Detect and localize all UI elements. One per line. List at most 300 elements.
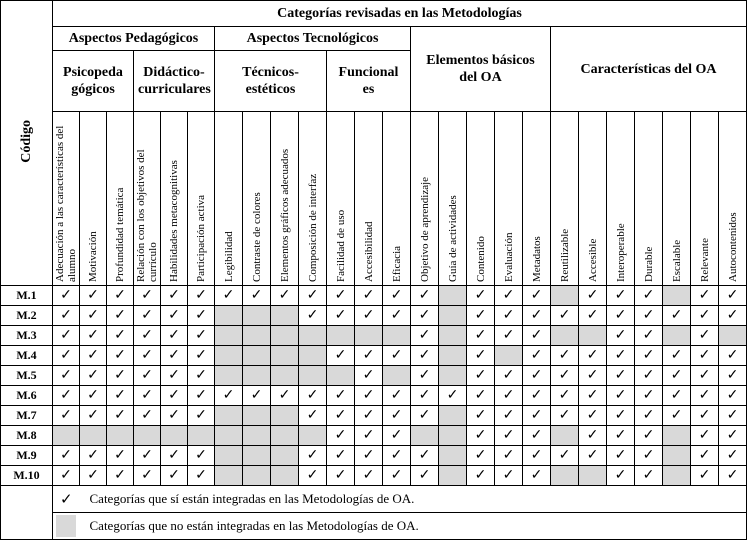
column-header-label: Objetivo de aprendizaje [418,176,431,282]
column-header [53,112,80,286]
column-header [607,112,635,286]
empty-cell [439,306,467,326]
check-cell: ✓ [355,386,383,406]
check-cell: ✓ [355,466,383,486]
check-cell: ✓ [691,326,719,346]
check-cell: ✓ [719,426,747,446]
check-cell: ✓ [551,306,579,326]
subgroup-funcionales: Funcional es [327,51,411,112]
check-cell: ✓ [299,406,327,426]
empty-cell [299,326,327,346]
check-cell: ✓ [663,346,691,366]
empty-cell [439,366,467,386]
empty-cell [439,426,467,446]
empty-cell [299,346,327,366]
table-row [1,346,747,366]
check-cell: ✓ [411,406,439,426]
check-cell: ✓ [495,386,523,406]
column-header-label: Participación activa [195,194,207,282]
check-cell: ✓ [327,406,355,426]
check-cell: ✓ [299,466,327,486]
empty-cell [271,326,299,346]
empty-cell [134,426,161,446]
check-cell: ✓ [80,346,107,366]
check-cell: ✓ [635,366,663,386]
check-cell: ✓ [327,466,355,486]
table-row [1,446,747,466]
row-code: M.5 [1,366,53,386]
check-cell: ✓ [411,446,439,466]
empty-cell [243,466,271,486]
empty-cell [579,326,607,346]
check-cell: ✓ [663,366,691,386]
column-header [523,112,551,286]
table-row [1,386,747,406]
group-caracteristicas: Características del OA [551,27,747,112]
empty-cell [243,446,271,466]
check-cell: ✓ [663,386,691,406]
check-cell: ✓ [327,386,355,406]
check-cell: ✓ [327,306,355,326]
check-cell: ✓ [467,286,495,306]
empty-cell [551,286,579,306]
empty-cell [53,426,80,446]
check-cell: ✓ [107,346,134,366]
empty-cell [215,406,243,426]
empty-cell [327,326,355,346]
check-cell: ✓ [299,306,327,326]
check-cell: ✓ [161,406,188,426]
column-header-label: Facilidad de uso [334,209,347,282]
empty-cell [188,426,215,446]
check-cell: ✓ [161,286,188,306]
check-cell: ✓ [523,286,551,306]
check-cell: ✓ [383,466,411,486]
column-header [161,112,188,286]
column-header-label: Composición de interfaz [306,173,319,282]
empty-cell [383,366,411,386]
column-header-label: Guía de actividades [446,195,459,282]
check-cell: ✓ [299,386,327,406]
check-cell: ✓ [691,366,719,386]
check-cell: ✓ [607,426,635,446]
check-cell: ✓ [80,326,107,346]
empty-cell [299,426,327,446]
check-cell: ✓ [691,306,719,326]
check-cell: ✓ [691,446,719,466]
check-cell: ✓ [523,386,551,406]
check-cell: ✓ [271,386,299,406]
table-row [1,426,747,446]
check-cell: ✓ [523,366,551,386]
check-cell: ✓ [495,426,523,446]
check-cell: ✓ [134,286,161,306]
check-cell: ✓ [495,446,523,466]
check-cell: ✓ [467,466,495,486]
check-cell: ✓ [107,306,134,326]
check-cell: ✓ [607,326,635,346]
empty-cell [439,406,467,426]
check-cell: ✓ [188,466,215,486]
column-header [439,112,467,286]
check-cell: ✓ [80,286,107,306]
check-cell: ✓ [327,446,355,466]
column-header [383,112,411,286]
empty-cell [271,346,299,366]
check-cell: ✓ [467,406,495,426]
check-cell: ✓ [53,446,80,466]
row-code: M.6 [1,386,53,406]
check-cell: ✓ [188,306,215,326]
check-cell: ✓ [719,386,747,406]
check-cell: ✓ [635,326,663,346]
check-cell: ✓ [383,406,411,426]
empty-cell [551,326,579,346]
empty-cell [215,426,243,446]
check-cell: ✓ [607,466,635,486]
check-cell: ✓ [551,366,579,386]
check-cell: ✓ [355,426,383,446]
check-cell: ✓ [243,386,271,406]
column-header [243,112,271,286]
check-cell: ✓ [107,326,134,346]
check-cell: ✓ [161,306,188,326]
check-cell: ✓ [134,366,161,386]
column-header [635,112,663,286]
check-cell: ✓ [579,386,607,406]
check-cell: ✓ [80,366,107,386]
empty-cell [243,366,271,386]
check-cell: ✓ [80,386,107,406]
check-cell: ✓ [243,286,271,306]
check-cell: ✓ [53,326,80,346]
empty-cell [355,326,383,346]
table-row [1,326,747,346]
empty-cell [243,306,271,326]
check-cell: ✓ [327,286,355,306]
empty-cell [551,466,579,486]
check-cell: ✓ [383,426,411,446]
check-cell: ✓ [691,386,719,406]
check-cell: ✓ [579,366,607,386]
check-cell: ✓ [107,466,134,486]
empty-cell [161,426,188,446]
check-cell: ✓ [355,306,383,326]
check-cell: ✓ [134,386,161,406]
check-cell: ✓ [635,406,663,426]
check-cell: ✓ [523,406,551,426]
empty-cell [215,366,243,386]
column-header-label: Motivación [87,231,99,282]
check-cell: ✓ [635,346,663,366]
check-cell: ✓ [188,326,215,346]
legend-spacer [1,486,53,540]
empty-cell [439,286,467,306]
check-cell: ✓ [635,446,663,466]
check-cell: ✓ [495,286,523,306]
check-cell: ✓ [579,446,607,466]
check-cell: ✓ [495,406,523,426]
column-header-label: Interoperable [614,223,627,282]
check-cell: ✓ [523,426,551,446]
check-cell: ✓ [691,466,719,486]
column-header [495,112,523,286]
column-header-label: Autocontenidos [726,212,739,282]
subgroup-tecnico: Técnicos-estéticos [215,51,327,112]
column-header [271,112,299,286]
check-cell: ✓ [719,466,747,486]
column-header-label: Accesibilidad [362,221,375,282]
code-header-label: Código [18,120,34,163]
subgroup-psicopedagogicos: Psicopeda gógicos [53,51,134,112]
empty-cell [271,366,299,386]
check-cell: ✓ [607,446,635,466]
check-cell: ✓ [134,346,161,366]
check-cell: ✓ [719,306,747,326]
legend-gray-swatch [53,513,80,540]
empty-cell [215,446,243,466]
group-tecnologicos: Aspectos Tecnológicos [215,27,411,51]
check-cell: ✓ [579,306,607,326]
check-cell: ✓ [411,346,439,366]
check-cell: ✓ [161,446,188,466]
column-header [579,112,607,286]
empty-cell [663,426,691,446]
check-cell: ✓ [188,386,215,406]
check-cell: ✓ [383,386,411,406]
check-cell: ✓ [523,346,551,366]
column-header [134,112,161,286]
column-header-label: Relevante [698,238,711,282]
empty-cell [663,446,691,466]
row-code: M.1 [1,286,53,306]
code-header [1,1,53,286]
check-cell: ✓ [439,386,467,406]
check-cell: ✓ [80,306,107,326]
row-code: M.4 [1,346,53,366]
check-cell: ✓ [107,386,134,406]
column-header-label: Reutilizable [558,228,571,282]
check-cell: ✓ [53,466,80,486]
check-cell: ✓ [271,286,299,306]
check-cell: ✓ [134,306,161,326]
check-cell: ✓ [607,386,635,406]
table-row [1,366,747,386]
check-cell: ✓ [355,406,383,426]
check-cell: ✓ [161,386,188,406]
check-cell: ✓ [551,446,579,466]
table-row [1,406,747,426]
table-title: Categorías revisadas en las Metodologías [53,1,747,27]
check-cell: ✓ [299,446,327,466]
empty-cell [439,346,467,366]
check-cell: ✓ [691,346,719,366]
row-code: M.3 [1,326,53,346]
check-cell: ✓ [53,306,80,326]
check-cell: ✓ [80,466,107,486]
check-cell: ✓ [53,406,80,426]
check-cell: ✓ [107,406,134,426]
check-cell: ✓ [719,406,747,426]
column-header-label: Adecuación a las características del alumno [54,125,78,282]
row-code: M.9 [1,446,53,466]
empty-cell [663,326,691,346]
check-cell: ✓ [663,406,691,426]
column-header [80,112,107,286]
empty-cell [719,326,747,346]
empty-cell [551,426,579,446]
check-cell: ✓ [523,446,551,466]
check-cell: ✓ [467,446,495,466]
column-header-label: Elementos gráficos adecuados [278,148,291,282]
group-pedagogicos: Aspectos Pedagógicos [53,27,215,51]
check-cell: ✓ [719,366,747,386]
column-header [719,112,747,286]
empty-cell [439,326,467,346]
empty-cell [215,326,243,346]
check-cell: ✓ [579,286,607,306]
column-header-label: Evaluación [502,232,515,282]
check-cell: ✓ [355,346,383,366]
check-cell: ✓ [53,366,80,386]
check-cell: ✓ [188,446,215,466]
subgroup-didactico: Didáctico-curriculares [134,51,215,112]
column-header-label: Relación con los objetivos del currículo [135,149,159,282]
empty-cell [107,426,134,446]
check-cell: ✓ [551,386,579,406]
check-cell: ✓ [188,406,215,426]
check-cell: ✓ [134,326,161,346]
check-cell: ✓ [467,306,495,326]
empty-cell [411,426,439,446]
check-cell: ✓ [691,426,719,446]
check-cell: ✓ [467,326,495,346]
check-cell: ✓ [383,446,411,466]
check-cell: ✓ [327,426,355,446]
check-cell: ✓ [107,366,134,386]
empty-cell [271,446,299,466]
check-cell: ✓ [663,306,691,326]
check-cell: ✓ [53,286,80,306]
empty-cell [579,466,607,486]
empty-cell [439,466,467,486]
empty-cell [383,326,411,346]
column-header [691,112,719,286]
empty-cell [243,406,271,426]
empty-cell [80,426,107,446]
check-cell: ✓ [134,446,161,466]
column-header [355,112,383,286]
check-cell: ✓ [579,346,607,366]
check-cell: ✓ [467,366,495,386]
legend-yes-text: Categorías que sí están integradas en las Metodologías de OA. [80,486,747,513]
check-cell: ✓ [188,346,215,366]
check-cell: ✓ [607,346,635,366]
check-cell: ✓ [188,286,215,306]
check-cell: ✓ [299,286,327,306]
empty-cell [215,306,243,326]
empty-cell [271,466,299,486]
column-header [327,112,355,286]
check-cell: ✓ [719,286,747,306]
check-cell: ✓ [467,426,495,446]
empty-cell [299,366,327,386]
check-cell: ✓ [719,446,747,466]
empty-cell [243,346,271,366]
check-cell: ✓ [691,406,719,426]
check-cell: ✓ [607,366,635,386]
check-cell: ✓ [215,286,243,306]
check-cell: ✓ [161,346,188,366]
empty-cell [663,466,691,486]
column-header-label: Accesible [586,238,599,282]
check-cell: ✓ [635,386,663,406]
column-header-label: Profundidad temática [114,187,126,282]
check-cell: ✓ [411,326,439,346]
check-cell: ✓ [495,326,523,346]
check-cell: ✓ [523,326,551,346]
check-cell: ✓ [467,346,495,366]
check-cell: ✓ [107,286,134,306]
row-code: M.2 [1,306,53,326]
column-header-label: Durable [642,246,655,282]
empty-cell [271,306,299,326]
empty-cell [495,346,523,366]
check-cell: ✓ [80,406,107,426]
check-cell: ✓ [495,466,523,486]
check-cell: ✓ [467,386,495,406]
check-cell: ✓ [607,286,635,306]
check-cell: ✓ [411,386,439,406]
check-cell: ✓ [579,426,607,446]
check-cell: ✓ [383,286,411,306]
column-header [551,112,579,286]
empty-cell [215,346,243,366]
check-cell: ✓ [551,406,579,426]
check-cell: ✓ [551,346,579,366]
check-cell: ✓ [134,466,161,486]
check-cell: ✓ [607,306,635,326]
table-row [1,286,747,306]
column-header [467,112,495,286]
column-header-label: Habilidades metacognitivas [168,160,180,282]
check-cell: ✓ [495,306,523,326]
table-row [1,466,747,486]
check-cell: ✓ [355,286,383,306]
check-cell: ✓ [188,366,215,386]
empty-cell [271,426,299,446]
table-row [1,306,747,326]
check-cell: ✓ [161,326,188,346]
check-cell: ✓ [495,366,523,386]
check-cell: ✓ [635,466,663,486]
check-cell: ✓ [355,366,383,386]
check-cell: ✓ [355,446,383,466]
column-header-label: Escalable [670,239,683,282]
check-cell: ✓ [411,466,439,486]
row-code: M.7 [1,406,53,426]
check-cell: ✓ [383,346,411,366]
row-code: M.8 [1,426,53,446]
check-cell: ✓ [161,466,188,486]
column-header-label: Eficacia [390,245,403,282]
check-cell: ✓ [161,366,188,386]
check-cell: ✓ [635,426,663,446]
check-cell: ✓ [53,386,80,406]
check-cell: ✓ [691,286,719,306]
check-cell: ✓ [579,406,607,426]
empty-cell [215,466,243,486]
